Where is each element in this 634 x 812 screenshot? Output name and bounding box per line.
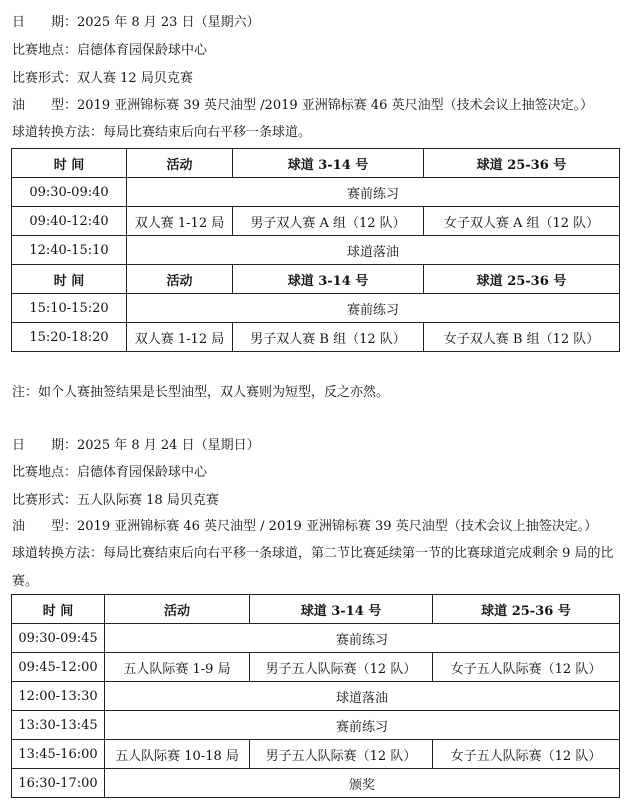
day2-oil	[12, 517, 597, 537]
cell-span: 赛前练习	[127, 294, 620, 323]
header-lanes-3-14: 球道 3-14 号	[250, 595, 433, 624]
cell-time: 09:40-12:40	[12, 207, 127, 236]
day1-lane-change	[12, 123, 311, 143]
header-lanes-3-14: 球道 3-14 号	[233, 149, 424, 178]
cell-time: 09:30-09:40	[12, 178, 127, 207]
table-header-row	[12, 265, 620, 294]
cell-time: 13:45-16:00	[12, 740, 105, 769]
table-row	[12, 769, 620, 798]
day2-lane-change	[12, 540, 624, 596]
header-time: 时 间	[12, 265, 127, 294]
header-lanes-25-36: 球道 25-36 号	[424, 265, 620, 294]
day1-venue-label: 比赛地点：	[12, 43, 78, 58]
table-row	[12, 653, 620, 682]
header-activity: 活动	[105, 595, 250, 624]
table-row	[12, 207, 620, 236]
day2-lane-change-value: 每局比赛结束后向右平移一条球道，第二节比赛延续第一节的比赛球道完成剩余 9 局的比赛。	[12, 546, 614, 589]
day1-date-value: 2025 年 8 月 23 日（星期六）	[77, 15, 260, 30]
day2-lane-change-label: 球道转换方法：	[12, 546, 104, 561]
cell-activity: 五人队际赛 1-9 局	[105, 653, 250, 682]
table-header-row	[12, 595, 620, 624]
cell-lanes-3-14: 男子双人赛 B 组（12 队）	[233, 323, 424, 352]
day1-lane-change-value: 每局比赛结束后向右平移一条球道。	[103, 125, 312, 140]
cell-span: 颁奖	[105, 769, 620, 798]
day1-format	[12, 69, 193, 89]
day1-venue	[12, 41, 207, 61]
header-time: 时 间	[12, 149, 127, 178]
cell-span: 赛前练习	[105, 624, 620, 653]
day2-format	[12, 491, 219, 511]
day1-oil	[12, 96, 593, 116]
cell-span: 球道落油	[127, 236, 620, 265]
day1-format-value: 双人赛 12 局贝克赛	[77, 71, 193, 86]
table-row	[12, 624, 620, 653]
cell-span: 赛前练习	[105, 711, 620, 740]
day2-venue	[12, 463, 207, 483]
header-activity: 活动	[127, 265, 233, 294]
cell-lanes-3-14: 男子五人队际赛（12 队）	[250, 740, 433, 769]
day2-date	[12, 436, 260, 456]
day1-schedule-table	[11, 148, 620, 352]
cell-span: 球道落油	[105, 682, 620, 711]
oil-pattern-note: 注：如个人赛抽签结果是长型油型，双人赛则为短型，反之亦然。	[12, 385, 390, 400]
cell-time: 09:30-09:45	[12, 624, 105, 653]
cell-time: 13:30-13:45	[12, 711, 105, 740]
cell-time: 16:30-17:00	[12, 769, 105, 798]
table-row	[12, 178, 620, 207]
day1-oil-value: 2019 亚洲锦标赛 39 英尺油型 /2019 亚洲锦标赛 46 英尺油型（技术会议上抽签决定。）	[77, 98, 594, 113]
header-lanes-3-14: 球道 3-14 号	[233, 265, 424, 294]
day1-oil-label: 油 型：	[12, 98, 78, 113]
day2-date-label: 日 期：	[12, 438, 78, 453]
cell-activity: 双人赛 1-12 局	[127, 323, 233, 352]
day2-format-value: 五人队际赛 18 局贝克赛	[77, 493, 219, 508]
day1-format-label: 比赛形式：	[12, 71, 78, 86]
table-row	[12, 711, 620, 740]
cell-time: 15:10-15:20	[12, 294, 127, 323]
header-lanes-25-36: 球道 25-36 号	[433, 595, 620, 624]
cell-span: 赛前练习	[127, 178, 620, 207]
table-row	[12, 682, 620, 711]
header-lanes-25-36: 球道 25-36 号	[424, 149, 620, 178]
cell-time: 12:00-13:30	[12, 682, 105, 711]
cell-activity: 双人赛 1-12 局	[127, 207, 233, 236]
day1-date-label: 日 期：	[12, 15, 78, 30]
table-row	[12, 294, 620, 323]
header-time: 时 间	[12, 595, 105, 624]
cell-lanes-25-36: 女子五人队际赛（12 队）	[433, 653, 620, 682]
day2-oil-label: 油 型：	[12, 519, 78, 534]
day1-date	[12, 13, 260, 33]
day2-oil-value: 2019 亚洲锦标赛 46 英尺油型 / 2019 亚洲锦标赛 39 英尺油型（技术会议上抽签决定。）	[77, 519, 598, 534]
table-header-row	[12, 149, 620, 178]
cell-lanes-25-36: 女子双人赛 A 组（12 队）	[424, 207, 620, 236]
day2-venue-label: 比赛地点：	[12, 465, 78, 480]
day2-format-label: 比赛形式：	[12, 493, 78, 508]
day2-venue-value: 启德体育园保龄球中心	[77, 465, 208, 480]
cell-time: 12:40-15:10	[12, 236, 127, 265]
cell-activity: 五人队际赛 10-18 局	[105, 740, 250, 769]
table-row	[12, 323, 620, 352]
day2-date-value: 2025 年 8 月 24 日（星期日）	[77, 438, 260, 453]
cell-lanes-25-36: 女子五人队际赛（12 队）	[433, 740, 620, 769]
day1-venue-value: 启德体育园保龄球中心	[77, 43, 208, 58]
day1-lane-change-label: 球道转换方法：	[12, 125, 104, 140]
cell-time: 09:45-12:00	[12, 653, 105, 682]
cell-lanes-3-14: 男子五人队际赛（12 队）	[250, 653, 433, 682]
table-row	[12, 236, 620, 265]
cell-lanes-3-14: 男子双人赛 A 组（12 队）	[233, 207, 424, 236]
cell-time: 15:20-18:20	[12, 323, 127, 352]
day2-schedule-table	[11, 594, 620, 798]
header-activity: 活动	[127, 149, 233, 178]
cell-lanes-25-36: 女子双人赛 B 组（12 队）	[424, 323, 620, 352]
table-row	[12, 740, 620, 769]
